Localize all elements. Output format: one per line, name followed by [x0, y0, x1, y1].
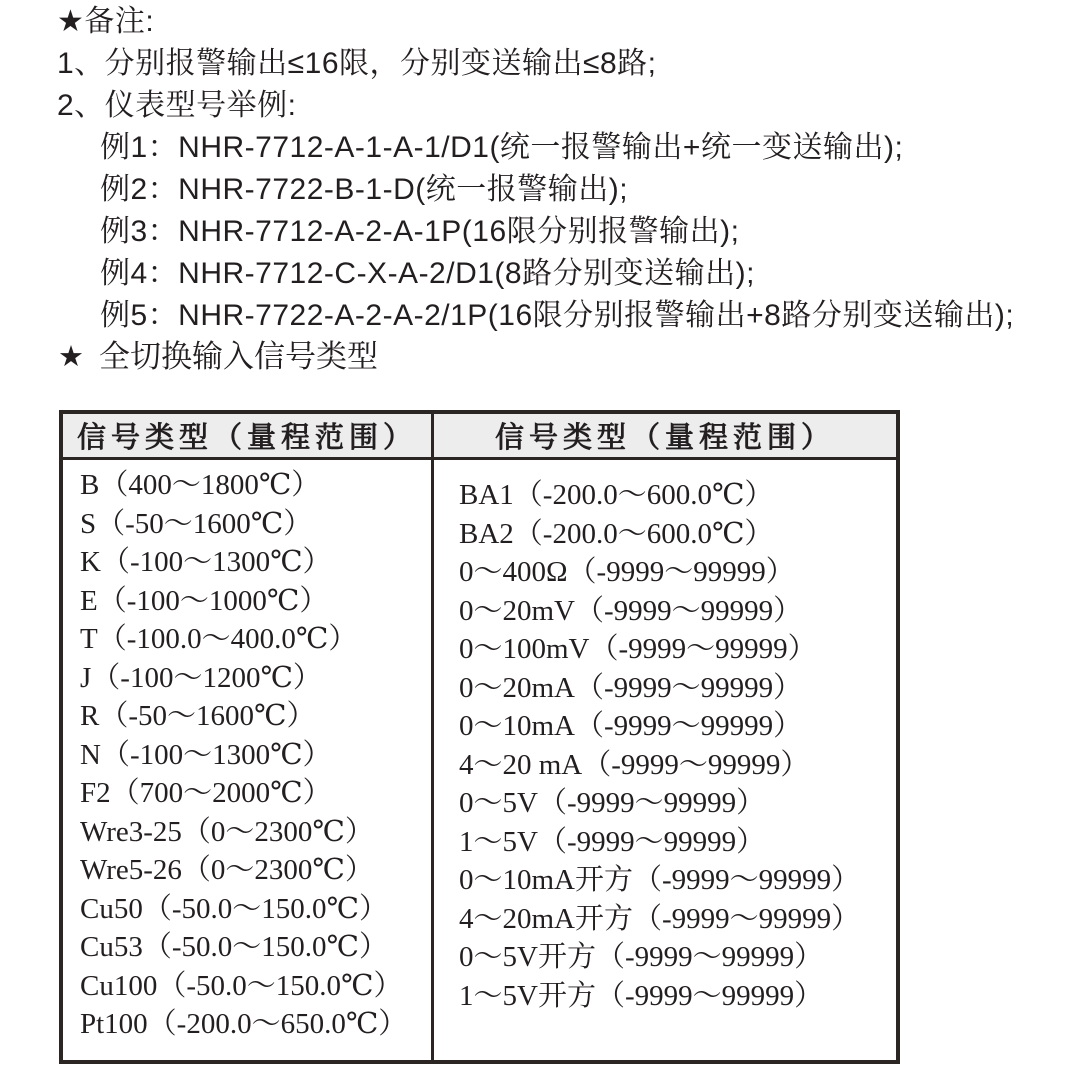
- note-item-2: 2、仪表型号举例:: [57, 89, 297, 122]
- signal-row: T（-100.0～400.0℃）: [80, 623, 358, 655]
- signal-row: 1～5V开方（-9999～99999）: [459, 979, 824, 1012]
- signal-row: K（-100～1300℃）: [80, 546, 332, 578]
- star-icon: ★: [58, 341, 84, 373]
- signal-row: 0～20mV（-9999～99999）: [459, 594, 803, 627]
- signal-row: 0～10mA开方（-9999～99999）: [459, 864, 861, 896]
- signal-row: 0～400Ω（-9999～99999）: [459, 556, 795, 588]
- notes-title: ★备注:: [57, 5, 155, 38]
- note-item-1: 1、分别报警输出≤16限，分别变送输出≤8路;: [57, 47, 657, 80]
- section-title: [58, 337, 378, 377]
- signal-list-right: [433, 459, 899, 1063]
- table-header-left: 信号类型（量程范围）: [61, 412, 433, 459]
- signal-row: 0～5V开方（-9999～99999）: [459, 941, 824, 973]
- signal-row: Cu53（-50.0～150.0℃）: [80, 931, 388, 963]
- signal-row: Pt100（-200.0～650.0℃）: [80, 1008, 408, 1040]
- signal-row: N（-100～1300℃）: [80, 738, 332, 771]
- signal-row: E（-100～1000℃）: [80, 584, 329, 617]
- model-example-3: 例3：NHR-7712-A-2-A-1P(16限分别报警输出);: [100, 215, 740, 248]
- model-example-5: 例5：NHR-7722-A-2-A-2/1P(16限分别报警输出+8路分别变送输出);: [100, 299, 1015, 332]
- signal-row: 0～10mA（-9999～99999）: [459, 710, 803, 742]
- notes-block: [57, 1, 1014, 337]
- signal-row: 1～5V（-9999～99999）: [459, 825, 766, 858]
- table-header-right: 信号类型（量程范围）: [433, 412, 899, 459]
- signal-row: Wre5-26（0～2300℃）: [80, 854, 374, 886]
- section-title-label: 全切换输入信号类型: [99, 339, 378, 374]
- signal-row: 4～20mA开方（-9999～99999）: [459, 902, 861, 935]
- signal-row: B（400～1800℃）: [80, 469, 321, 501]
- model-example-2: 例2：NHR-7722-B-1-D(统一报警输出);: [100, 173, 629, 206]
- signal-row: 0～100mV（-9999～99999）: [459, 633, 817, 665]
- signal-row: Cu50（-50.0～150.0℃）: [80, 892, 388, 925]
- table-header-row: [61, 412, 898, 459]
- model-example-1: 例1：NHR-7712-A-1-A-1/D1(统一报警输出+统一变送输出);: [100, 131, 904, 164]
- signal-row: J（-100～1200℃）: [80, 661, 322, 694]
- signal-row: F2（700～2000℃）: [80, 777, 332, 809]
- signal-row: BA1（-200.0～600.0℃）: [459, 479, 774, 511]
- signal-row: Wre3-25（0～2300℃）: [80, 815, 374, 848]
- signal-row: 4～20 mA（-9999～99999）: [459, 748, 810, 781]
- signal-row: R（-50～1600℃）: [80, 700, 316, 732]
- signal-row: 0～20mA（-9999～99999）: [459, 671, 803, 704]
- model-example-4: 例4：NHR-7712-C-X-A-2/D1(8路分别变送输出);: [100, 257, 755, 290]
- signal-row: S（-50～1600℃）: [80, 507, 313, 540]
- signal-row: BA2（-200.0～600.0℃）: [459, 517, 774, 550]
- model-examples: [100, 127, 1014, 337]
- table-body-row: [61, 459, 898, 1063]
- signal-list-left: [61, 459, 433, 1063]
- signal-row: 0～5V（-9999～99999）: [459, 787, 766, 819]
- signal-row: Cu100（-50.0～150.0℃）: [80, 969, 403, 1002]
- signal-range-table: [59, 410, 900, 1064]
